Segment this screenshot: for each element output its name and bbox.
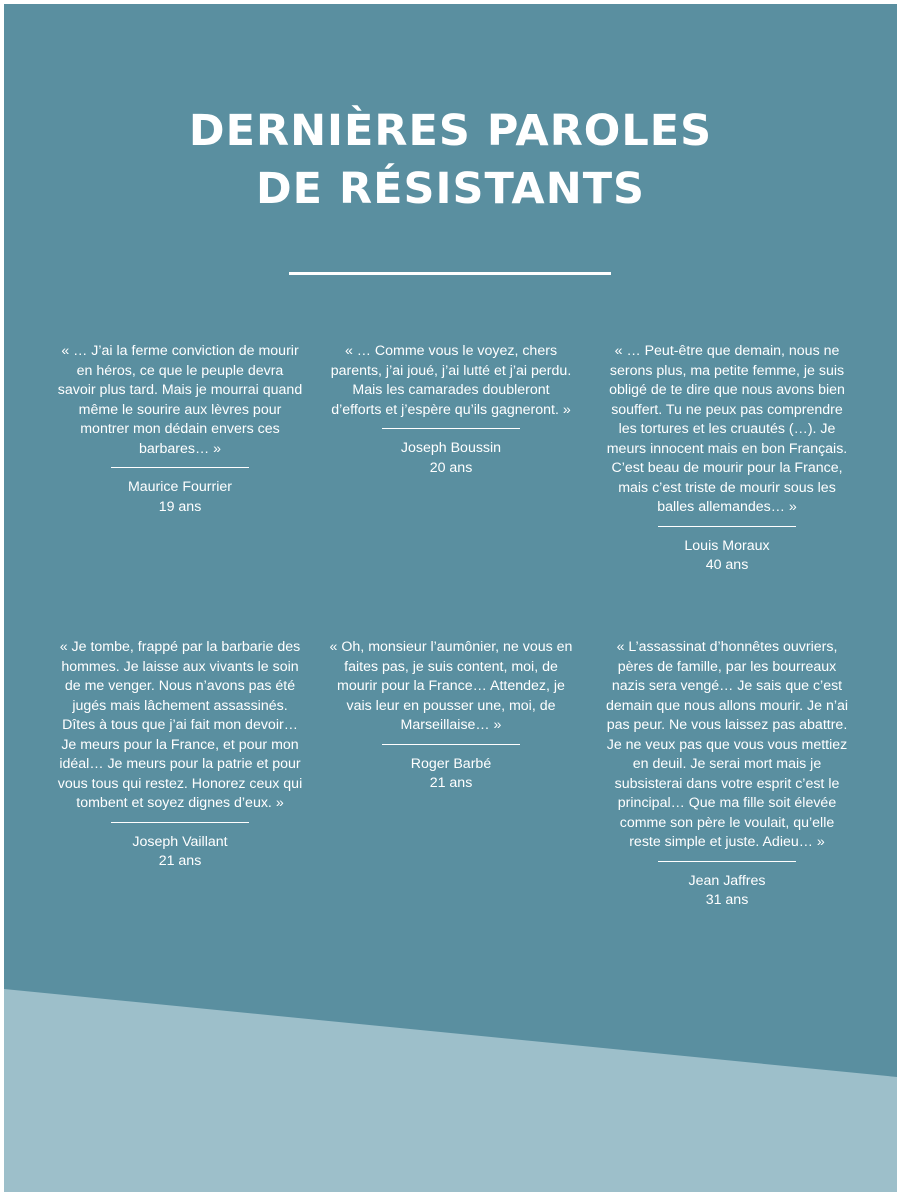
author-age: 19 ans — [158, 498, 202, 515]
quote-divider — [658, 526, 796, 527]
poster-page — [4, 4, 897, 1192]
author-age: 21 ans — [158, 853, 202, 869]
author-name: Louis Moraux — [684, 537, 770, 554]
quote-block-fourrier — [56, 342, 304, 517]
page-title — [4, 102, 897, 218]
author-age: 20 ans — [429, 459, 473, 476]
title-divider — [289, 272, 611, 275]
author-age: 21 ans — [429, 775, 473, 791]
title-line-2: DE RÉSISTANTS — [255, 164, 646, 214]
author-name: Joseph Vaillant — [132, 833, 228, 850]
title-line-1: DERNIÈRES PAROLES — [188, 106, 713, 156]
quote-block-barbe — [328, 638, 574, 794]
quote-text: « … J’ai la ferme conviction de mourir en héros, ce que le peuple devra savoir plus tard. Mais je mourrai quand même le sourire aux lèvres pour montrer mon dédain envers ces barbares… » — [57, 343, 303, 457]
quote-block-boussin — [328, 342, 574, 478]
quote-divider — [111, 822, 249, 823]
quote-block-jaffres — [604, 638, 850, 911]
quote-block-vaillant — [56, 638, 304, 872]
quote-text: « … Peut-être que demain, nous ne serons plus, ma petite femme, je suis obligé de te dire que nous avons bien souffert. Tu ne peux pas comprendre les tortures et les cruautés (…). Je meurs innocent mais en bon Français. C’est beau de mourir pour la France, mais c’est triste de mourir sous les balles allemandes… » — [606, 343, 848, 515]
author-name: Joseph Boussin — [400, 440, 502, 456]
quote-divider — [382, 428, 520, 429]
quote-divider — [658, 861, 796, 862]
quote-divider — [111, 467, 249, 468]
quote-text: « Oh, monsieur l’aumônier, ne vous en faites pas, je suis content, moi, de mourir pour la France… Attendez, je vais leur en pousser une, moi, de Marseillaise… » — [329, 639, 573, 733]
author-age: 31 ans — [705, 892, 749, 908]
quote-text: « Je tombe, frappé par la barbarie des hommes. Je laisse aux vivants le soin de me venger. Nous n’avons pas été jugés mais lâchement assassinés. Dîtes à tous que j’ai fait mon devoir… Je meurs pour la France, et pour mon idéal… Je meurs pour la patrie et pour vous tous qui restez. Honorez ceux qui tombent et soyez dignes d’eux. » — [57, 639, 303, 811]
quote-block-moraux — [604, 342, 850, 576]
quote-text: « L’assassinat d’honnêtes ouvriers, pères de famille, par les bourreaux nazis sera vengé… Je sais que c’est demain que nous allons mourir. Je n’ai pas peur. Ne vous laissez pas abattre. Je ne veux pas que vous vous mettiez en deuil. Je serai mort mais je subsisterai dans votre esprit c’est le principal… Que ma fille soit élevée comme son père le voulait, qu’elle reste simple et juste. Adieu… » — [605, 639, 849, 850]
quote-text: « … Comme vous le voyez, chers parents, j’ai joué, j’ai lutté et j’ai perdu. Mais les camarades doubleront d’efforts et j’espère qu’ils gagneront. » — [330, 343, 572, 418]
author-name: Roger Barbé — [410, 755, 492, 772]
quote-divider — [382, 744, 520, 745]
author-age: 40 ans — [705, 557, 749, 573]
author-name: Maurice Fourrier — [127, 479, 233, 495]
author-name: Jean Jaffres — [688, 872, 766, 889]
